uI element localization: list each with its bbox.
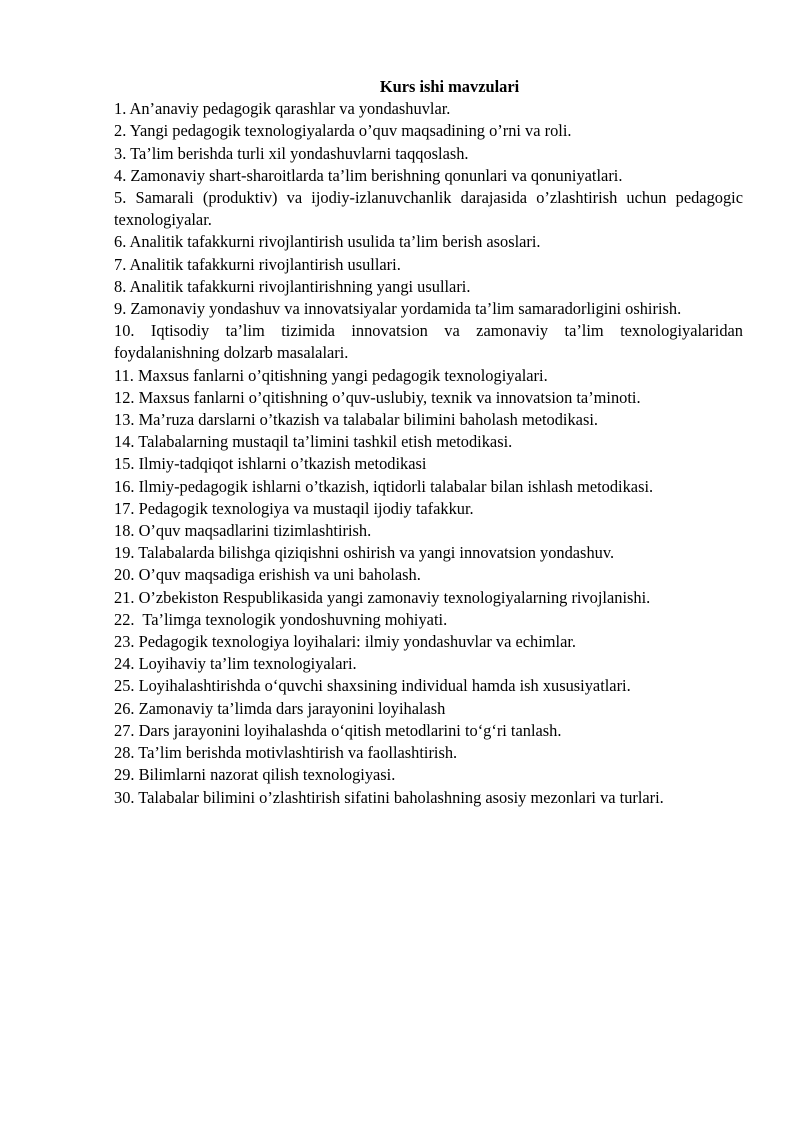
topic-item: 10. Iqtisodiy ta’lim tizimida innovatsion va zamonaviy ta’lim texnologiyalaridan foydalanishning dolzarb masalalari. [114, 321, 748, 363]
document-page [114, 76, 748, 809]
topic-item: 28. Ta’lim berishda motivlashtirish va faollashtirish. [114, 743, 458, 763]
topic-item: 11. Maxsus fanlarni o’qitishning yangi pedagogik texnologiyalari. [114, 365, 548, 385]
topic-item: 26. Zamonaviy ta’limda dars jarayonini loyihalash [114, 698, 446, 718]
topic-item: 4. Zamonaviy shart-sharoitlarda ta’lim berishning qonunlari va qonuniyatlari. [114, 165, 623, 185]
topic-item: 19. Talabalarda bilishga qiziqishni oshirish va yangi innovatsion yondashuv. [114, 543, 615, 563]
topic-item: 9. Zamonaviy yondashuv va innovatsiyalar yordamida ta’lim samaradorligini oshirish. [114, 299, 682, 319]
topic-item: 30. Talabalar bilimini o’zlashtirish sifatini baholashning asosiy mezonlari va turlari. [114, 787, 664, 807]
topic-item: 7. Analitik tafakkurni rivojlantirish usullari. [114, 254, 401, 274]
topic-item: 27. Dars jarayonini loyihalashda o‘qitish metodlarini to‘g‘ri tanlash. [114, 720, 562, 740]
topic-item: 23. Pedagogik texnologiya loyihalari: ilmiy yondashuvlar va echimlar. [114, 632, 577, 652]
topic-item: 2. Yangi pedagogik texnologiyalarda o’quv maqsadining o’rni va roli. [114, 121, 572, 141]
topic-item: 25. Loyihalashtirishda o‘quvchi shaxsining individual hamda ish xususiyatlari. [114, 676, 631, 696]
topic-item: 22. Ta’limga texnologik yondoshuvning mohiyati. [114, 609, 448, 629]
topic-item: 17. Pedagogik texnologiya va mustaqil ijodiy tafakkur. [114, 498, 474, 518]
topic-item: 20. O’quv maqsadiga erishish va uni baholash. [114, 565, 421, 585]
topic-item: 24. Loyihaviy ta’lim texnologiyalari. [114, 654, 357, 674]
topic-item: 5. Samarali (produktiv) va ijodiy-izlanuvchanlik darajasida o’zlashtirish uchun pedagogic texnologiyalar. [114, 188, 748, 230]
topic-item: 14. Talabalarning mustaqil ta’limini tashkil etish metodikasi. [114, 432, 513, 452]
topic-list [114, 98, 748, 809]
topic-item: 21. O’zbekiston Respublikasida yangi zamonaviy texnologiyalarning rivojlanishi. [114, 587, 651, 607]
topic-item: 15. Ilmiy-tadqiqot ishlarni o’tkazish metodikasi [114, 454, 427, 474]
topic-item: 3. Ta’lim berishda turli xil yondashuvlarni taqqoslash. [114, 143, 469, 163]
topic-item: 8. Analitik tafakkurni rivojlantirishning yangi usullari. [114, 276, 471, 296]
topic-item: 29. Bilimlarni nazorat qilish texnologiyasi. [114, 765, 396, 785]
topic-item: 6. Analitik tafakkurni rivojlantirish usulida ta’lim berish asoslari. [114, 232, 541, 252]
topic-item: 18. O’quv maqsadlarini tizimlashtirish. [114, 521, 372, 541]
topic-item: 13. Ma’ruza darslarni o’tkazish va talabalar bilimini baholash metodikasi. [114, 410, 598, 430]
topic-item: 16. Ilmiy-pedagogik ishlarni o’tkazish, iqtidorli talabalar bilan ishlash metodikasi. [114, 476, 654, 496]
document-title: Kurs ishi mavzulari [379, 77, 520, 96]
topic-item: 1. An’anaviy pedagogik qarashlar va yondashuvlar. [114, 99, 451, 119]
topic-item: 12. Maxsus fanlarni o’qitishning o’quv-uslubiy, texnik va innovatsion ta’minoti. [114, 387, 641, 407]
